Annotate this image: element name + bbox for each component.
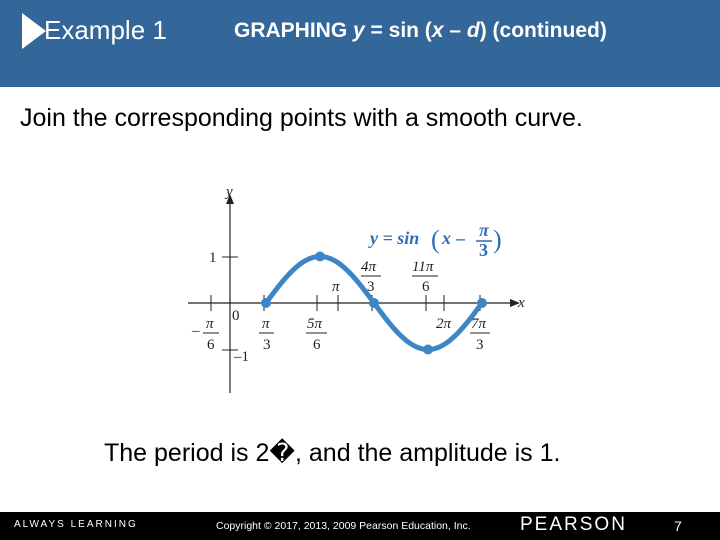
tick-label-pi-over-3: [259, 316, 274, 353]
tick-label-7pi3-num: 7π: [471, 316, 487, 332]
title-variable-y: y: [353, 19, 365, 42]
period-text: The period is 2: [104, 439, 270, 467]
tick-label-5pi6-den: 6: [313, 337, 321, 353]
tick-label-2pi-num: 2π: [436, 316, 452, 332]
instruction-text: Join the corresponding points with a smooth curve.: [20, 104, 583, 132]
equation-close-paren: ): [493, 225, 502, 254]
tick-label-4pi-den: 3: [367, 279, 375, 295]
title-variable-x: x: [431, 19, 444, 42]
example-label: Example 1: [44, 15, 167, 45]
equation-frac-den: 3: [479, 240, 488, 260]
key-point: [315, 252, 325, 262]
tick-label-7pi-over-3: [470, 316, 490, 353]
equation-frac-num: π: [479, 220, 489, 240]
equation-open-paren: (: [431, 225, 440, 254]
tick-label-pi: [332, 279, 340, 295]
period-symbol: �: [269, 439, 296, 467]
tick-label-4pi-num: 4π: [361, 259, 377, 275]
slide-title: [234, 17, 607, 45]
period-statement: [104, 437, 560, 469]
title-part: –: [443, 19, 467, 42]
y-tick-label-neg1: –1: [234, 349, 249, 365]
key-point: [477, 298, 487, 308]
period-text-rest: , and the amplitude is 1.: [295, 439, 561, 467]
tick-label-5pi-over-6: [306, 316, 327, 353]
tick-label-neg-pi-den: 6: [207, 337, 215, 353]
play-arrow-icon: [22, 13, 46, 49]
sine-graph: [186, 180, 536, 398]
tick-label-2pi: [436, 316, 452, 332]
equation-x: x: [442, 228, 451, 248]
footer-bar: [0, 512, 720, 540]
tick-label-pi3-num: π: [262, 316, 270, 332]
equation-lhs: y = sin: [370, 228, 420, 248]
tick-label-11pi-num: 11π: [412, 259, 434, 275]
tick-label-11pi-over-6: [412, 259, 438, 295]
origin-label: 0: [232, 308, 240, 324]
title-variable-d: d: [466, 19, 480, 42]
tick-label-neg-sign: –: [192, 323, 200, 339]
always-learning-text: ALWAYS LEARNING: [14, 519, 138, 530]
tick-label-pi-num: π: [332, 279, 340, 295]
tick-label-neg-pi-num: π: [206, 316, 214, 332]
y-axis-label: y: [226, 184, 233, 200]
pearson-logo: PEARSON: [520, 514, 627, 535]
tick-label-neg-pi-over-6: [191, 316, 219, 353]
title-bar: [0, 0, 720, 87]
tick-label-pi3-den: 3: [263, 337, 271, 353]
title-part: = sin (: [364, 19, 432, 42]
key-point: [423, 345, 433, 355]
y-tick-label-1: 1: [209, 250, 217, 266]
equation-minus: –: [456, 228, 465, 248]
page-number: 7: [674, 518, 682, 534]
title-part: ) (continued): [479, 19, 607, 42]
title-part: GRAPHING: [234, 19, 354, 42]
key-point: [369, 298, 379, 308]
equation-label: [368, 220, 502, 260]
tick-label-11pi-den: 6: [422, 279, 430, 295]
x-axis-label: x: [518, 295, 525, 311]
key-point: [261, 298, 271, 308]
tick-label-7pi3-den: 3: [476, 337, 484, 353]
copyright-text: Copyright © 2017, 2013, 2009 Pearson Education, Inc.: [216, 520, 471, 532]
tick-label-5pi6-num: 5π: [307, 316, 323, 332]
